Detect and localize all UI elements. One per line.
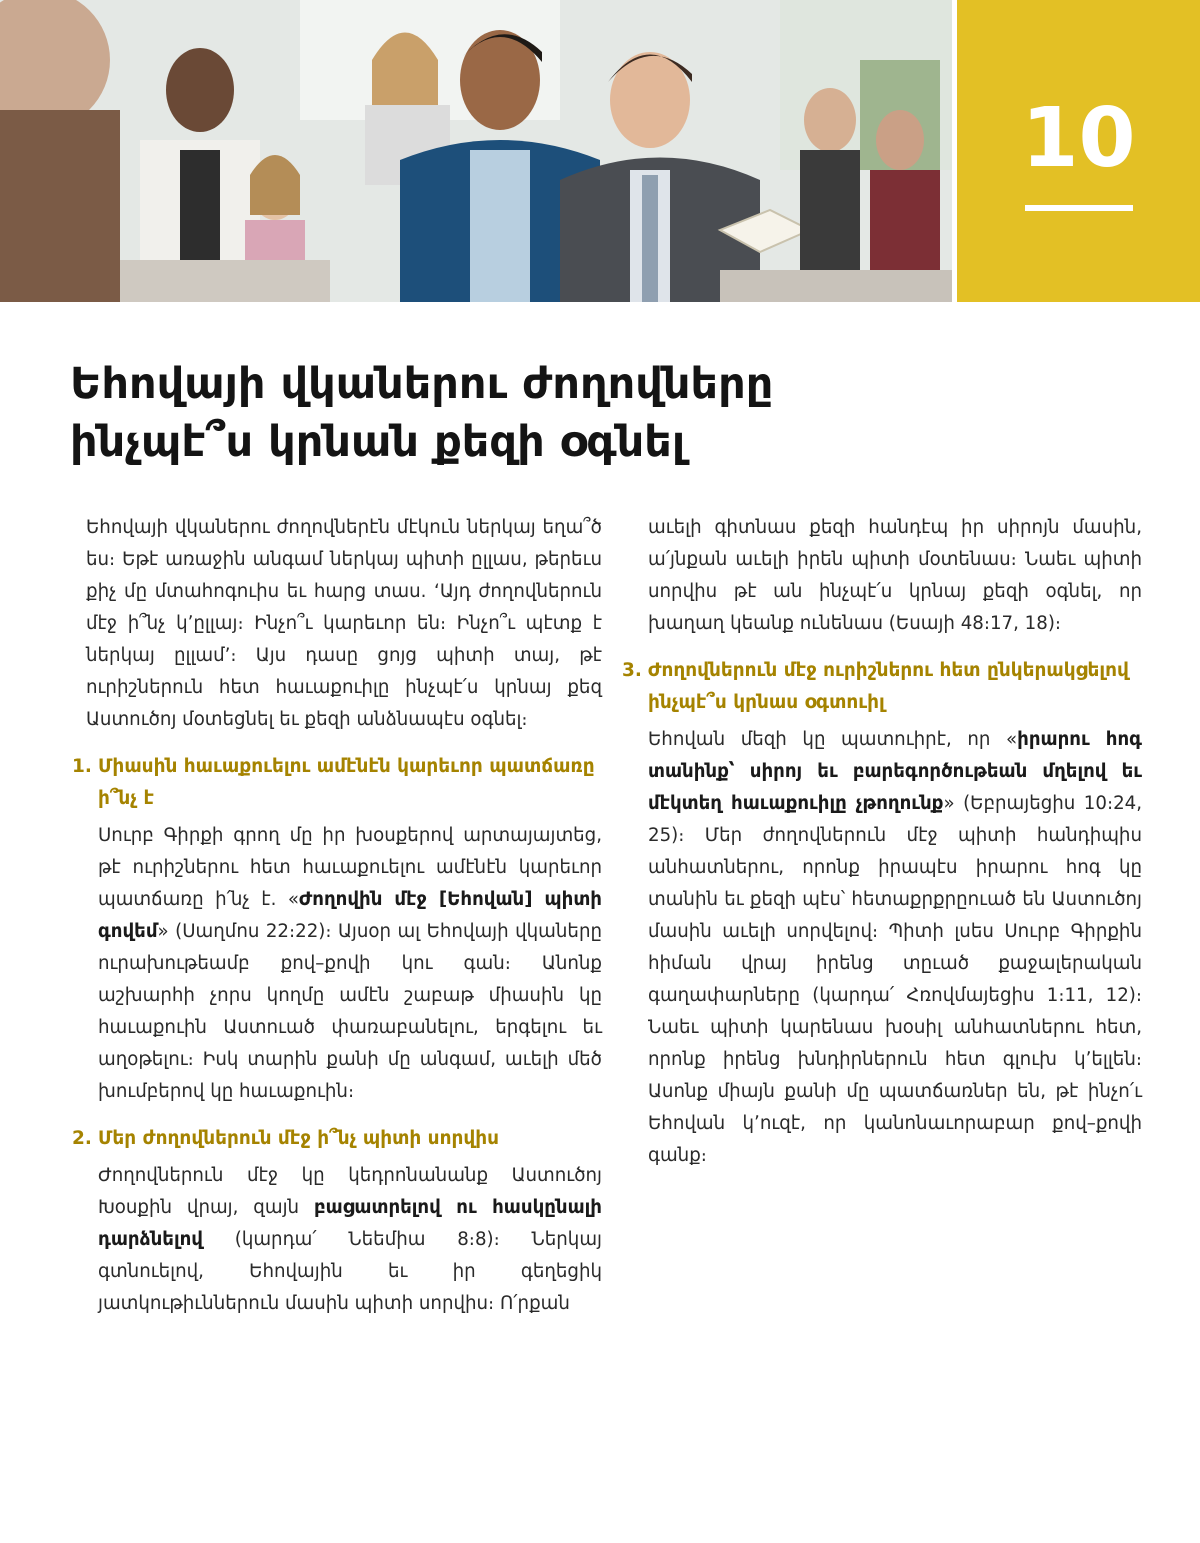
section-3-title: Ժողովներուն մէջ ուրիշներու հետ ընկերակցելով ինչպէ՞ս կրնաս օգտուիլ [648, 660, 1129, 713]
section-2-heading [72, 1123, 602, 1155]
section-1-bold-quote: Ժողովին մէջ [Եհովան] պիտի գովեմ [98, 889, 602, 942]
section-3-text-b: » (Եբրայեցիս 10։24, 25)։ Մեր ժողովներուն մէջ պիտի հանդիպիս անհատներու, որոնք իրապէս իրարու հոգ կը տանին եւ քեզի պէս՝ հետաքրքրըուած են Աստուծոյ մասին աւելի սորվելով։ Պիտի լսես Սուրբ Գիրքին հիման վրայ իրենց տըւած քաջալերական գաղափարները (կարդա՛ Հռովմայեցիս 1։11, 12)։ Նաեւ պիտի կարենաս խօսիլ անհատներու հետ, որոնք իրենց խնդիրներուն հետ գլուխ կ՚ելլեն։ Ասոնք միայն քանի մը պատճառներ են, թէ ինչո՛ւ Եհովան կ՚ուզէ, որ կանոնաւորաբար քով–քովի գանք։ [648, 793, 1142, 1166]
section-1-number: 1. [72, 756, 92, 777]
section-1-heading [72, 751, 602, 815]
section-2-title: Մեր ժողովներուն մէջ ի՞նչ պիտի սորվիս [98, 1128, 500, 1149]
section-2-body [72, 1160, 602, 1320]
intro-paragraph: Եհովայի վկաներու ժողովներէն մէկուն ներկայ եղա՞ծ ես։ Եթէ առաջին անգամ ներկայ պիտի ըլլաս, թերեւս քիչ մը մտահոգուիս եւ հարց տաս. ‘Այդ ժողովներուն մէջ ի՞նչ կ՚ըլլայ։ Ինչո՞ւ կարեւոր են։ Ինչո՞ւ պէտք է ներկայ ըլլամ’։ Այս դասը ցոյց պիտի տայ, թէ ուրիշներուն հետ հաւաքուիլը ինչպէ՛ս կրնայ քեզ Աստուծոյ մօտեցնել եւ քեզի անձնապէս օգնել։ [86, 517, 602, 730]
hero-photo [0, 0, 952, 302]
section-3-text-a: Եհովան մեզի կը պատուիրէ, որ « [648, 729, 1018, 750]
lesson-number: 10 [1021, 91, 1136, 186]
title-line-2: ինչպէ՞ս կրնան քեզի օգնել [70, 417, 686, 468]
section-2-bold-phrase: բացատրելով ու հասկընալի դարձնելով [98, 1197, 602, 1250]
section-1-title: Միասին հաւաքուելու ամէնէն կարեւոր պատճառը ի՞նչ է [98, 756, 595, 809]
section-3-bold-quote: իրարու հոգ տանինք՝ սիրոյ եւ բարեգործութեան մղելով եւ մէկտեղ հաւաքուիլը չթողունք [648, 729, 1142, 814]
section-3-body [622, 724, 1142, 1172]
section-3-number: 3. [622, 660, 642, 681]
section-2-number: 2. [72, 1128, 92, 1149]
section-2-text-a: Ժողովներուն մէջ կը կեդրոնանանք Աստուծոյ Խօսքին վրայ, զայն [98, 1165, 602, 1218]
right-column [622, 512, 1142, 1187]
congregation-photo-illustration [0, 0, 952, 302]
left-column [72, 512, 602, 1320]
title-line-1: Եհովայի վկաներու ժողովները [70, 359, 774, 409]
section-2-body-continued: աւելի գիտնաս քեզի հանդէպ իր սիրոյն մասին, ա՛յնքան աւելի իրեն պիտի մօտենաս։ Նաեւ պիտի սորվիս թէ ան ինչպէ՛ս կրնայ քեզի օգնել, որ խաղաղ կեանք ունենաս (Եսայի 48։17, 18)։ [648, 517, 1142, 634]
section-2-text-b: (կարդա՛ Նեեմիա 8։8)։ Ներկայ գտնուելով, Եհովային եւ իր գեղեցիկ յատկութիւններուն մասին պիտի սորվիս։ Ո՛րքան [98, 1229, 602, 1314]
section-3-heading [622, 655, 1142, 719]
section-1-text-a: Սուրբ Գիրքի գրող մը իր խօսքերով արտայայտեց, թէ ուրիշներու հետ հաւաքուելու ամէնէն կարեւոր պատճառը ի՛նչ է. « [98, 825, 602, 910]
section-1-text-b: » (Սաղմոս 22։22)։ Այսօր ալ Եհովայի վկաները ուրախութեամբ քով–քովի կու գան։ Անոնք աշխարհի չորս կողմը ամէն շաբաթ միասին կը հաւաքուին Աստուած փառաբանելու, երգելու եւ աղօթելու։ Իսկ տարին քանի մը անգամ, աւելի մեծ խումբերով կը հաւաքուին։ [98, 921, 602, 1102]
lesson-number-badge [957, 0, 1200, 302]
badge-underline [1025, 205, 1133, 211]
section-1-body [72, 820, 602, 1108]
page-title [70, 355, 930, 471]
